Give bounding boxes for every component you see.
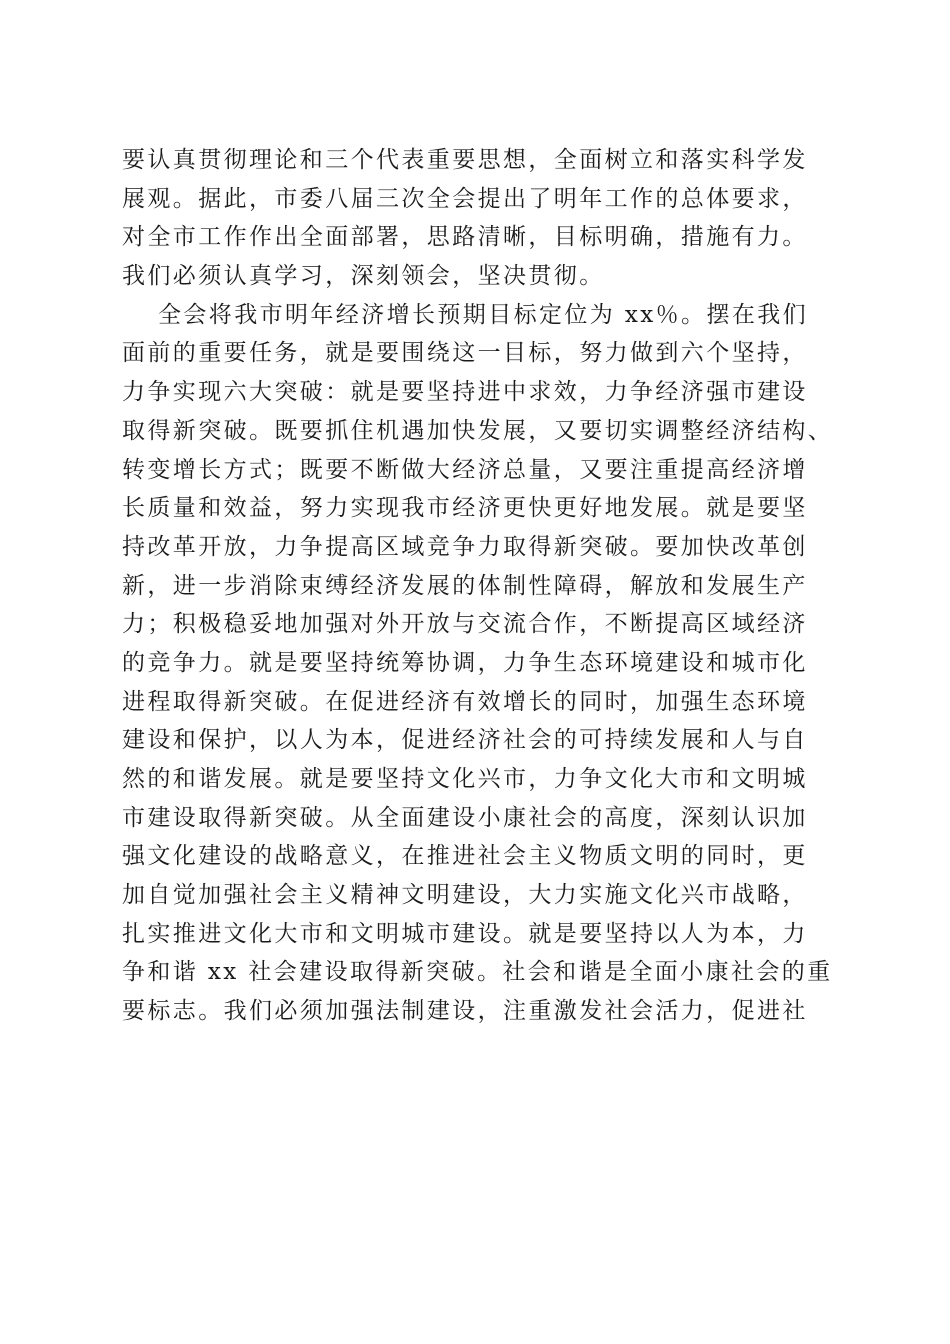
document-body [122,141,834,1031]
text-line: 持改革开放，力争提高区域竞争力取得新突破。要加快改革创 [122,533,808,560]
text-line: 力争实现六大突破：就是要坚持进中求效，力争经济强市建设 [122,379,808,406]
text-line: 要标志。我们必须加强法制建设，注重激发社会活力，促进社 [122,998,808,1025]
paragraph-1 [122,141,828,296]
text-line: 争和谐 xx 社会建设取得新突破。社会和谐是全面小康社会的重 [122,959,833,986]
text-line: 力；积极稳妥地加强对外开放与交流合作，不断提高区域经济 [122,611,808,638]
text-line: 全会将我市明年经济增长预期目标定位为 xx％。摆在我们 [158,301,809,328]
text-line: 面前的重要任务，就是要围绕这一目标，努力做到六个坚持， [122,340,808,367]
text-line: 长质量和效益，努力实现我市经济更快更好地发展。就是要坚 [122,495,808,522]
text-line: 市建设取得新突破。从全面建设小康社会的高度，深刻认识加 [122,804,808,831]
text-line: 对全市工作作出全面部署，思路清晰，目标明确，措施有力。 [122,224,808,251]
paragraph-2 [122,296,834,1031]
text-line: 转变增长方式；既要不断做大经济总量，又要注重提高经济增 [122,456,808,483]
text-line: 我们必须认真学习，深刻领会，坚决贯彻。 [122,263,605,290]
text-line: 然的和谐发展。就是要坚持文化兴市，力争文化大市和文明城 [122,766,808,792]
text-line: 进程取得新突破。在促进经济有效增长的同时，加强生态环境 [122,688,808,715]
text-line: 扎实推进文化大市和文明城市建设。就是要坚持以人为本，力 [122,920,808,947]
text-line: 强文化建设的战略意义，在推进社会主义物质文明的同时，更 [122,843,808,870]
text-line: 展观。据此，市委八届三次全会提出了明年工作的总体要求， [122,185,808,212]
text-line: 取得新突破。既要抓住机遇加快发展，又要切实调整经济结构、 [122,417,834,444]
text-line: 新，进一步消除束缚经济发展的体制性障碍，解放和发展生产 [122,572,808,599]
text-line: 的竞争力。就是要坚持统筹协调，力争生态环境建设和城市化 [122,649,808,676]
text-line: 要认真贯彻理论和三个代表重要思想，全面树立和落实科学发 [122,147,808,173]
text-line: 建设和保护，以人为本，促进经济社会的可持续发展和人与自 [122,727,808,754]
text-line: 加自觉加强社会主义精神文明建设，大力实施文化兴市战略， [122,882,808,909]
